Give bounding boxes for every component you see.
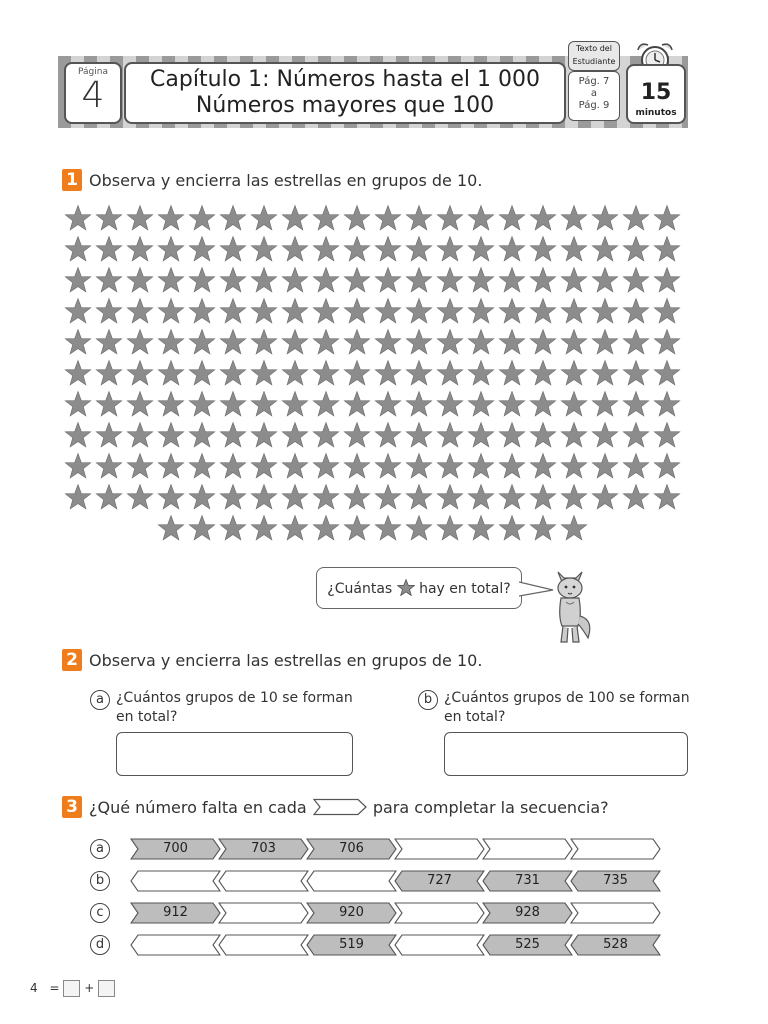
sequence-c-cell-3 bbox=[306, 902, 397, 924]
star-2-7[interactable] bbox=[282, 268, 308, 292]
star-0-18[interactable] bbox=[623, 206, 649, 230]
sequence-c-value-5: 928 bbox=[515, 905, 540, 920]
star-8-4[interactable] bbox=[189, 454, 215, 478]
star-9-19[interactable] bbox=[654, 485, 680, 509]
textbook-tag: Texto del Estudiante bbox=[568, 41, 620, 71]
sequence-b-cell-6 bbox=[570, 870, 661, 892]
star-8-16[interactable] bbox=[561, 454, 587, 478]
star-0-2[interactable] bbox=[127, 206, 153, 230]
star-7-9[interactable] bbox=[344, 423, 370, 447]
star-5-14[interactable] bbox=[499, 361, 525, 385]
star-7-18[interactable] bbox=[623, 423, 649, 447]
star-8-10[interactable] bbox=[375, 454, 401, 478]
star-8-11[interactable] bbox=[406, 454, 432, 478]
star-6-16[interactable] bbox=[561, 392, 587, 416]
sequence-c-cell-5 bbox=[482, 902, 573, 924]
sequence-d-value-3: 519 bbox=[339, 937, 364, 952]
bubble-text-after: hay en total? bbox=[419, 581, 511, 597]
exercise-2-instruction: Observa y encierra las estrellas en grupos de 10. bbox=[89, 651, 483, 670]
star-5-1[interactable] bbox=[96, 361, 122, 385]
footer-equals: = bbox=[49, 981, 60, 995]
star-3-4[interactable] bbox=[189, 299, 215, 323]
exercise-3-badge: 3 bbox=[62, 796, 82, 818]
page-number-box bbox=[64, 62, 122, 124]
star-4-5[interactable] bbox=[220, 330, 246, 354]
star-5-15[interactable] bbox=[530, 361, 556, 385]
star-4-17[interactable] bbox=[592, 330, 618, 354]
star-2-4[interactable] bbox=[189, 268, 215, 292]
star-5-4[interactable] bbox=[189, 361, 215, 385]
star-7-14[interactable] bbox=[499, 423, 525, 447]
star-2-3[interactable] bbox=[158, 268, 184, 292]
star-0-15[interactable] bbox=[530, 206, 556, 230]
page-label: Página bbox=[78, 67, 108, 77]
star-6-15[interactable] bbox=[530, 392, 556, 416]
star-10-10[interactable] bbox=[468, 516, 494, 540]
star-3-3[interactable] bbox=[158, 299, 184, 323]
star-0-14[interactable] bbox=[499, 206, 525, 230]
star-6-18[interactable] bbox=[623, 392, 649, 416]
star-3-1[interactable] bbox=[96, 299, 122, 323]
star-7-7[interactable] bbox=[282, 423, 308, 447]
sequence-b-value-5: 731 bbox=[515, 873, 540, 888]
star-3-10[interactable] bbox=[375, 299, 401, 323]
star-0-19[interactable] bbox=[654, 206, 680, 230]
star-6-9[interactable] bbox=[344, 392, 370, 416]
star-9-7[interactable] bbox=[282, 485, 308, 509]
sequence-d-cell-6 bbox=[570, 934, 661, 956]
star-0-13[interactable] bbox=[468, 206, 494, 230]
star-7-10[interactable] bbox=[375, 423, 401, 447]
star-7-12[interactable] bbox=[437, 423, 463, 447]
star-6-0[interactable] bbox=[65, 392, 91, 416]
star-8-12[interactable] bbox=[437, 454, 463, 478]
star-6-11[interactable] bbox=[406, 392, 432, 416]
star-3-9[interactable] bbox=[344, 299, 370, 323]
star-4-10[interactable] bbox=[375, 330, 401, 354]
star-0-11[interactable] bbox=[406, 206, 432, 230]
star-5-12[interactable] bbox=[437, 361, 463, 385]
star-9-2[interactable] bbox=[127, 485, 153, 509]
chapter-title: Capítulo 1: Números hasta el 1 000 bbox=[150, 67, 540, 92]
star-2-16[interactable] bbox=[561, 268, 587, 292]
star-0-8[interactable] bbox=[313, 206, 339, 230]
star-0-12[interactable] bbox=[437, 206, 463, 230]
bubble-question bbox=[317, 579, 521, 597]
fox-mascot-icon bbox=[544, 568, 596, 646]
star-0-0[interactable] bbox=[65, 206, 91, 230]
star-9-1[interactable] bbox=[96, 485, 122, 509]
star-9-8[interactable] bbox=[313, 485, 339, 509]
time-box bbox=[626, 64, 686, 124]
star-3-17[interactable] bbox=[592, 299, 618, 323]
star-10-2[interactable] bbox=[220, 516, 246, 540]
star-5-9[interactable] bbox=[344, 361, 370, 385]
star-7-8[interactable] bbox=[313, 423, 339, 447]
star-4-9[interactable] bbox=[344, 330, 370, 354]
star-3-2[interactable] bbox=[127, 299, 153, 323]
star-8-15[interactable] bbox=[530, 454, 556, 478]
star-3-16[interactable] bbox=[561, 299, 587, 323]
star-3-18[interactable] bbox=[623, 299, 649, 323]
star-2-1[interactable] bbox=[96, 268, 122, 292]
star-5-0[interactable] bbox=[65, 361, 91, 385]
star-5-8[interactable] bbox=[313, 361, 339, 385]
star-9-6[interactable] bbox=[251, 485, 277, 509]
star-2-12[interactable] bbox=[437, 268, 463, 292]
star-3-0[interactable] bbox=[65, 299, 91, 323]
question-a-letter: a bbox=[90, 690, 110, 710]
star-6-10[interactable] bbox=[375, 392, 401, 416]
star-1-7[interactable] bbox=[282, 237, 308, 261]
bubble-text-before: ¿Cuántas bbox=[327, 581, 393, 597]
pages-sep: a bbox=[590, 88, 598, 99]
star-4-19[interactable] bbox=[654, 330, 680, 354]
star-7-0[interactable] bbox=[65, 423, 91, 447]
star-1-18[interactable] bbox=[623, 237, 649, 261]
star-8-5[interactable] bbox=[220, 454, 246, 478]
star-3-19[interactable] bbox=[654, 299, 680, 323]
exercise-1-badge: 1 bbox=[62, 169, 82, 191]
sequence-a-cell-6[interactable] bbox=[570, 838, 661, 860]
star-5-11[interactable] bbox=[406, 361, 432, 385]
star-0-3[interactable] bbox=[158, 206, 184, 230]
star-1-13[interactable] bbox=[468, 237, 494, 261]
star-1-16[interactable] bbox=[561, 237, 587, 261]
sequence-a-value-1: 700 bbox=[163, 841, 188, 856]
sequence-d-cell-2[interactable] bbox=[218, 934, 309, 956]
star-3-5[interactable] bbox=[220, 299, 246, 323]
sequence-d-value-5: 525 bbox=[515, 937, 540, 952]
star-3-7[interactable] bbox=[282, 299, 308, 323]
star-5-7[interactable] bbox=[282, 361, 308, 385]
sequence-d-cell-4[interactable] bbox=[394, 934, 485, 956]
answer-b-box[interactable] bbox=[444, 732, 688, 776]
textbook-reference bbox=[566, 41, 620, 119]
star-2-19[interactable] bbox=[654, 268, 680, 292]
star-3-12[interactable] bbox=[437, 299, 463, 323]
star-5-2[interactable] bbox=[127, 361, 153, 385]
star-4-3[interactable] bbox=[158, 330, 184, 354]
exercise-3-instruction bbox=[89, 798, 609, 817]
sequence-b-cell-2[interactable] bbox=[218, 870, 309, 892]
star-6-2[interactable] bbox=[127, 392, 153, 416]
star-0-16[interactable] bbox=[561, 206, 587, 230]
star-6-13[interactable] bbox=[468, 392, 494, 416]
sequence-d-cell-3 bbox=[306, 934, 397, 956]
star-8-7[interactable] bbox=[282, 454, 308, 478]
star-6-1[interactable] bbox=[96, 392, 122, 416]
star-7-1[interactable] bbox=[96, 423, 122, 447]
instruction-text-after: para completar la secuencia? bbox=[372, 798, 609, 817]
star-1-11[interactable] bbox=[406, 237, 432, 261]
sequence-c-cell-4[interactable] bbox=[394, 902, 485, 924]
sequence-a-cell-3 bbox=[306, 838, 397, 860]
star-6-6[interactable] bbox=[251, 392, 277, 416]
star-9-10[interactable] bbox=[375, 485, 401, 509]
star-8-19[interactable] bbox=[654, 454, 680, 478]
star-2-0[interactable] bbox=[65, 268, 91, 292]
answer-a-box[interactable] bbox=[116, 732, 353, 776]
sequence-c-cell-2[interactable] bbox=[218, 902, 309, 924]
star-1-1[interactable] bbox=[96, 237, 122, 261]
star-5-17[interactable] bbox=[592, 361, 618, 385]
star-10-1[interactable] bbox=[189, 516, 215, 540]
star-7-11[interactable] bbox=[406, 423, 432, 447]
sequence-a-cell-1 bbox=[130, 838, 221, 860]
star-9-0[interactable] bbox=[65, 485, 91, 509]
sequence-c-value-1: 912 bbox=[163, 905, 188, 920]
sequence-b-value-4: 727 bbox=[427, 873, 452, 888]
star-8-17[interactable] bbox=[592, 454, 618, 478]
star-4-12[interactable] bbox=[437, 330, 463, 354]
star-6-3[interactable] bbox=[158, 392, 184, 416]
star-1-17[interactable] bbox=[592, 237, 618, 261]
star-2-10[interactable] bbox=[375, 268, 401, 292]
star-8-3[interactable] bbox=[158, 454, 184, 478]
star-1-14[interactable] bbox=[499, 237, 525, 261]
pages-to: Pág. 9 bbox=[578, 100, 610, 111]
time-unit: minutos bbox=[635, 108, 677, 118]
sequence-c-letter: c bbox=[90, 903, 110, 923]
sequence-a-cell-2 bbox=[218, 838, 309, 860]
star-7-5[interactable] bbox=[220, 423, 246, 447]
star-9-11[interactable] bbox=[406, 485, 432, 509]
star-1-0[interactable] bbox=[65, 237, 91, 261]
star-3-13[interactable] bbox=[468, 299, 494, 323]
star-6-12[interactable] bbox=[437, 392, 463, 416]
sequence-a-cell-4[interactable] bbox=[394, 838, 485, 860]
sequence-d-cell-5 bbox=[482, 934, 573, 956]
star-4-0[interactable] bbox=[65, 330, 91, 354]
star-2-14[interactable] bbox=[499, 268, 525, 292]
star-2-9[interactable] bbox=[344, 268, 370, 292]
star-3-8[interactable] bbox=[313, 299, 339, 323]
star-9-5[interactable] bbox=[220, 485, 246, 509]
star-1-9[interactable] bbox=[344, 237, 370, 261]
star-7-6[interactable] bbox=[251, 423, 277, 447]
star-9-13[interactable] bbox=[468, 485, 494, 509]
star-8-9[interactable] bbox=[344, 454, 370, 478]
star-9-14[interactable] bbox=[499, 485, 525, 509]
star-0-17[interactable] bbox=[592, 206, 618, 230]
star-4-16[interactable] bbox=[561, 330, 587, 354]
star-8-2[interactable] bbox=[127, 454, 153, 478]
star-7-13[interactable] bbox=[468, 423, 494, 447]
star-5-16[interactable] bbox=[561, 361, 587, 385]
sequence-d-cell-1[interactable] bbox=[130, 934, 221, 956]
star-6-14[interactable] bbox=[499, 392, 525, 416]
footer-number: 4 bbox=[30, 981, 38, 995]
footer-box-1 bbox=[63, 980, 80, 997]
star-7-4[interactable] bbox=[189, 423, 215, 447]
footer-page-equation bbox=[30, 980, 115, 997]
star-5-3[interactable] bbox=[158, 361, 184, 385]
star-1-4[interactable] bbox=[189, 237, 215, 261]
sequence-b-cell-5 bbox=[482, 870, 573, 892]
star-10-11[interactable] bbox=[499, 516, 525, 540]
star-4-15[interactable] bbox=[530, 330, 556, 354]
star-4-7[interactable] bbox=[282, 330, 308, 354]
sequence-a-cell-5[interactable] bbox=[482, 838, 573, 860]
star-2-13[interactable] bbox=[468, 268, 494, 292]
star-4-8[interactable] bbox=[313, 330, 339, 354]
stars-grid[interactable] bbox=[60, 200, 690, 550]
sequence-a-value-3: 706 bbox=[339, 841, 364, 856]
star-5-18[interactable] bbox=[623, 361, 649, 385]
question-b-text: ¿Cuántos grupos de 100 se forman en total? bbox=[444, 690, 690, 725]
sequence-b-cell-3[interactable] bbox=[306, 870, 397, 892]
sequence-c-cell-1 bbox=[130, 902, 221, 924]
star-5-13[interactable] bbox=[468, 361, 494, 385]
star-4-13[interactable] bbox=[468, 330, 494, 354]
sequence-b-cell-4 bbox=[394, 870, 485, 892]
star-9-16[interactable] bbox=[561, 485, 587, 509]
star-4-4[interactable] bbox=[189, 330, 215, 354]
star-0-10[interactable] bbox=[375, 206, 401, 230]
star-3-14[interactable] bbox=[499, 299, 525, 323]
star-7-17[interactable] bbox=[592, 423, 618, 447]
star-7-3[interactable] bbox=[158, 423, 184, 447]
star-1-15[interactable] bbox=[530, 237, 556, 261]
star-10-4[interactable] bbox=[282, 516, 308, 540]
star-6-17[interactable] bbox=[592, 392, 618, 416]
star-2-2[interactable] bbox=[127, 268, 153, 292]
star-2-17[interactable] bbox=[592, 268, 618, 292]
star-8-1[interactable] bbox=[96, 454, 122, 478]
star-10-3[interactable] bbox=[251, 516, 277, 540]
star-2-18[interactable] bbox=[623, 268, 649, 292]
sequence-b-value-6: 735 bbox=[603, 873, 628, 888]
star-7-16[interactable] bbox=[561, 423, 587, 447]
star-9-4[interactable] bbox=[189, 485, 215, 509]
question-b-letter: b bbox=[418, 690, 438, 710]
star-5-19[interactable] bbox=[654, 361, 680, 385]
star-9-3[interactable] bbox=[158, 485, 184, 509]
star-5-5[interactable] bbox=[220, 361, 246, 385]
star-10-8[interactable] bbox=[406, 516, 432, 540]
star-9-15[interactable] bbox=[530, 485, 556, 509]
footer-plus: + bbox=[84, 981, 95, 995]
star-0-5[interactable] bbox=[220, 206, 246, 230]
star-6-8[interactable] bbox=[313, 392, 339, 416]
star-2-5[interactable] bbox=[220, 268, 246, 292]
star-4-1[interactable] bbox=[96, 330, 122, 354]
star-8-6[interactable] bbox=[251, 454, 277, 478]
star-8-18[interactable] bbox=[623, 454, 649, 478]
sequence-d-letter: d bbox=[90, 935, 110, 955]
star-1-12[interactable] bbox=[437, 237, 463, 261]
star-8-14[interactable] bbox=[499, 454, 525, 478]
star-8-8[interactable] bbox=[313, 454, 339, 478]
sequence-b-letter: b bbox=[90, 871, 110, 891]
star-5-10[interactable] bbox=[375, 361, 401, 385]
star-8-13[interactable] bbox=[468, 454, 494, 478]
star-4-11[interactable] bbox=[406, 330, 432, 354]
star-0-6[interactable] bbox=[251, 206, 277, 230]
lesson-title: Números mayores que 100 bbox=[195, 93, 495, 118]
speech-bubble bbox=[316, 567, 522, 609]
sequence-d-value-6: 528 bbox=[603, 937, 628, 952]
sequence-a-value-2: 703 bbox=[251, 841, 276, 856]
star-10-9[interactable] bbox=[437, 516, 463, 540]
star-3-15[interactable] bbox=[530, 299, 556, 323]
star-1-2[interactable] bbox=[127, 237, 153, 261]
chapter-title-box bbox=[124, 62, 566, 124]
exercise-2-badge: 2 bbox=[62, 649, 82, 671]
star-0-4[interactable] bbox=[189, 206, 215, 230]
star-10-7[interactable] bbox=[375, 516, 401, 540]
star-7-15[interactable] bbox=[530, 423, 556, 447]
star-4-18[interactable] bbox=[623, 330, 649, 354]
star-4-2[interactable] bbox=[127, 330, 153, 354]
star-9-9[interactable] bbox=[344, 485, 370, 509]
star-4-14[interactable] bbox=[499, 330, 525, 354]
star-1-6[interactable] bbox=[251, 237, 277, 261]
star-10-6[interactable] bbox=[344, 516, 370, 540]
page-number: 4 bbox=[81, 75, 105, 116]
time-value: 15 bbox=[640, 80, 672, 105]
star-1-5[interactable] bbox=[220, 237, 246, 261]
star-icon bbox=[397, 579, 415, 596]
star-8-0[interactable] bbox=[65, 454, 91, 478]
star-9-18[interactable] bbox=[623, 485, 649, 509]
star-7-19[interactable] bbox=[654, 423, 680, 447]
star-3-6[interactable] bbox=[251, 299, 277, 323]
exercise-1-instruction: Observa y encierra las estrellas en grupos de 10. bbox=[89, 171, 483, 190]
sequence-c-value-3: 920 bbox=[339, 905, 364, 920]
star-1-8[interactable] bbox=[313, 237, 339, 261]
star-2-15[interactable] bbox=[530, 268, 556, 292]
instruction-text-before: ¿Qué número falta en cada bbox=[89, 798, 307, 817]
pages-from: Pág. 7 bbox=[578, 76, 610, 87]
question-a-text: ¿Cuántos grupos de 10 se forman en total? bbox=[116, 690, 353, 725]
footer-box-2 bbox=[98, 980, 115, 997]
star-6-5[interactable] bbox=[220, 392, 246, 416]
star-3-11[interactable] bbox=[406, 299, 432, 323]
star-7-2[interactable] bbox=[127, 423, 153, 447]
star-1-3[interactable] bbox=[158, 237, 184, 261]
star-4-6[interactable] bbox=[251, 330, 277, 354]
star-2-6[interactable] bbox=[251, 268, 277, 292]
star-2-11[interactable] bbox=[406, 268, 432, 292]
sequence-c-cell-6[interactable] bbox=[570, 902, 661, 924]
star-1-19[interactable] bbox=[654, 237, 680, 261]
star-0-7[interactable] bbox=[282, 206, 308, 230]
star-0-1[interactable] bbox=[96, 206, 122, 230]
star-10-12[interactable] bbox=[530, 516, 556, 540]
star-0-9[interactable] bbox=[344, 206, 370, 230]
arrow-cell-shape bbox=[312, 798, 368, 816]
star-6-19[interactable] bbox=[654, 392, 680, 416]
star-9-17[interactable] bbox=[592, 485, 618, 509]
star-10-0[interactable] bbox=[158, 516, 184, 540]
star-6-7[interactable] bbox=[282, 392, 308, 416]
star-6-4[interactable] bbox=[189, 392, 215, 416]
textbook-pages bbox=[568, 71, 620, 121]
star-10-13[interactable] bbox=[561, 516, 587, 540]
star-1-10[interactable] bbox=[375, 237, 401, 261]
star-9-12[interactable] bbox=[437, 485, 463, 509]
star-10-5[interactable] bbox=[313, 516, 339, 540]
sequence-a-letter: a bbox=[90, 839, 110, 859]
star-2-8[interactable] bbox=[313, 268, 339, 292]
star-5-6[interactable] bbox=[251, 361, 277, 385]
sequence-b-cell-1[interactable] bbox=[130, 870, 221, 892]
